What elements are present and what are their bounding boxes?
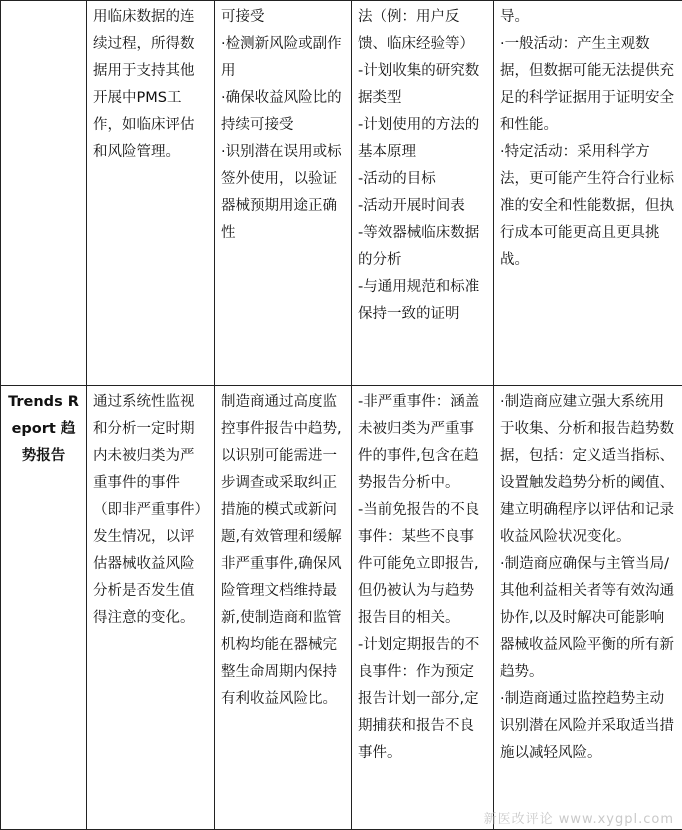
watermark: 新医改评论 www.xygpl.com <box>484 808 674 827</box>
table-row <box>1 1 682 386</box>
table-cell <box>352 386 494 830</box>
table-cell <box>87 1 215 386</box>
table-cell <box>87 386 215 830</box>
row-header-trends-report: Trends Report 趋势报告 <box>1 386 87 830</box>
cell-text: -非严重事件：涵盖未被归类为严重事件的事件,包含在趋势报告分析中。 -当前免报告的不良事件：某些不良事件可能免立即报告,但仍被认为与趋势报告目的相关。 -计划定期报告的不良事件：作为预定报告计划一部分,定期捕获和报告不良事件。 <box>358 394 479 761</box>
table-cell <box>215 1 352 386</box>
cell-text: 通过系统性监视和分析一定时期内未被归类为严重事件的事件（即非严重事件）发生情况，以评估器械收益风险分析是否发生值得注意的变化。 <box>93 394 202 626</box>
cell-text: 法（例：用户反馈、临床经验等） -计划收集的研究数据类型 -计划使用的方法的基本原理 -活动的目标 -活动开展时间表 -等效器械临床数据的分析 -与通用规范和标准保持一致的证明 <box>358 9 479 322</box>
cell-text: 用临床数据的连续过程，所得数据用于支持其他开展中PMS工作，如临床评估和风险管理。 <box>93 9 195 160</box>
table-row <box>1 386 682 830</box>
table-cell <box>215 386 352 830</box>
cell-text: 可接受 ·检测新风险或副作用 ·确保收益风险比的持续可接受 ·识别潜在误用或标签外使用，以验证器械预期用途正确性 <box>221 9 342 241</box>
cell-text: 制造商通过高度监控事件报告中趋势,以识别可能需进一步调查或采取纠正措施的模式或新问题,有效管理和缓解非严重事件,确保风险管理文档维持最新,使制造商和监管机构均能在器械完整生命周期内保持有利收益风险比。 <box>221 394 342 707</box>
cell-text: ·制造商应建立强大系统用于收集、分析和报告趋势数据，包括：定义适当指标、设置触发趋势分析的阈值、建立明确程序以评估和记录收益风险状况变化。 ·制造商应确保与主管当局/其他利益相关者等有效沟通协作,以及时解决可能影响器械收益风险平衡的所有新趋势。 ·制造商通过监控趋势主动识别潜在风险并采取适当措施以减轻风险。 <box>500 394 674 761</box>
table-cell <box>494 1 682 386</box>
table-cell <box>494 386 682 830</box>
table-cell <box>352 1 494 386</box>
cell-text: 导。 ·一般活动：产生主观数据，但数据可能无法提供充足的科学证据用于证明安全和性能。 ·特定活动：采用科学方法，更可能产生符合行业标准的安全和性能数据，但执行成本可能更高且更具挑战。 <box>500 9 674 268</box>
row-header <box>1 1 87 386</box>
